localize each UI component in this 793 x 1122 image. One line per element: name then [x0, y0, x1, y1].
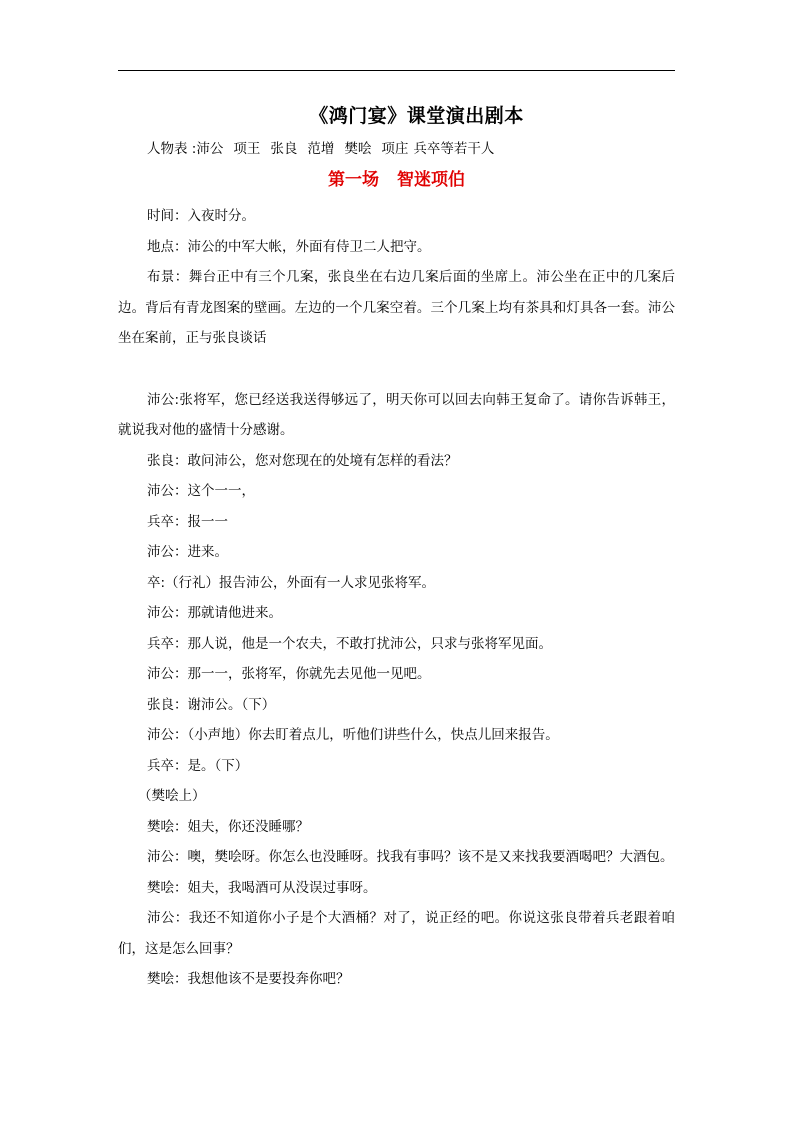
cast-member: 张良 [270, 141, 298, 157]
dialogue-line: 张良：敢问沛公，您对您现在的处境有怎样的看法？ [147, 452, 458, 469]
cast-member: 项庄 [381, 141, 409, 157]
dialogue-line: 沛公：那就请他进来。 [147, 605, 282, 621]
dialogue-line: 张良：谢沛公。（下） [147, 696, 276, 713]
script-body [118, 201, 675, 995]
cast-member: 沛公 [196, 141, 224, 157]
dialogue-line: 兵卒：那人说，他是一个农夫，不敢打扰沛公，只求与张将军见面。 [147, 635, 552, 652]
dialogue-line: 樊哙：我想他该不是要投奔你吧？ [147, 971, 350, 987]
scene-heading [118, 167, 675, 193]
cast-member: 兵卒等若干人 [413, 141, 495, 157]
scene-number: 第一场 [328, 170, 379, 190]
dialogue-line: 沛公：（小声地）你去盯着点儿，听他们讲些什么，快点儿回来报告。 [147, 727, 559, 743]
scene-name: 智迷项伯 [397, 170, 465, 190]
page-title: 《鸿门宴》课堂演出剧本 [309, 105, 524, 127]
dialogue-line: 樊哙：姐夫，你还没睡哪？ [147, 818, 309, 835]
cast-member: 樊哙 [344, 141, 372, 157]
setting-set: 布景：舞台正中有三个几案，张良坐在右边几案后面的坐席上。沛公坐在正中的几案后边。背后有青龙图案的壁画。左边的一个几案空着。三个几案上均有茶具和灯具各一套。沛公坐在案前，正与张良谈话 [118, 269, 675, 346]
header-rule [118, 70, 675, 71]
cast-member: 范增 [307, 141, 335, 157]
dialogue-line: 沛公：我还不知道你小子是个大酒桶？对了，说正经的吧。你说这张良带着兵老跟着咱们，这是怎么回事？ [118, 910, 675, 957]
dialogue-line: 沛公:张将军，您已经送我送得够远了，明天你可以回去向韩王复命了。请你告诉韩王，就说我对他的盛情十分感谢。 [118, 391, 675, 438]
cast-member: 项王 [233, 141, 261, 157]
setting-place: 地点：沛公的中军大帐，外面有侍卫二人把守。 [147, 238, 431, 255]
cast-label: 人物表 : [147, 141, 197, 157]
stage-direction: （樊哙上） [138, 788, 206, 804]
dialogue-line: 兵卒：是。（下） [147, 757, 249, 774]
dialogue-line: 樊哙：姐夫，我喝酒可从没误过事呀。 [147, 879, 377, 896]
dialogue-line: 沛公：这个一一， [147, 483, 255, 499]
setting-time: 时间：入夜时分。 [147, 208, 255, 224]
dialogue-line: 兵卒：报一一 [147, 513, 228, 530]
dialogue-line: 卒:（行礼）报告沛公，外面有一人求见张将军。 [147, 574, 436, 591]
cast-list [147, 139, 494, 159]
dialogue-line: 沛公：进来。 [147, 544, 228, 560]
dialogue-line: 沛公：噢，樊哙呀。你怎么也没睡呀。找我有事吗？该不是又来找我要酒喝吧？大酒包。 [147, 849, 674, 865]
dialogue-line: 沛公：那一一，张将军，你就先去见他一见吧。 [147, 666, 431, 682]
spacer [118, 354, 675, 385]
